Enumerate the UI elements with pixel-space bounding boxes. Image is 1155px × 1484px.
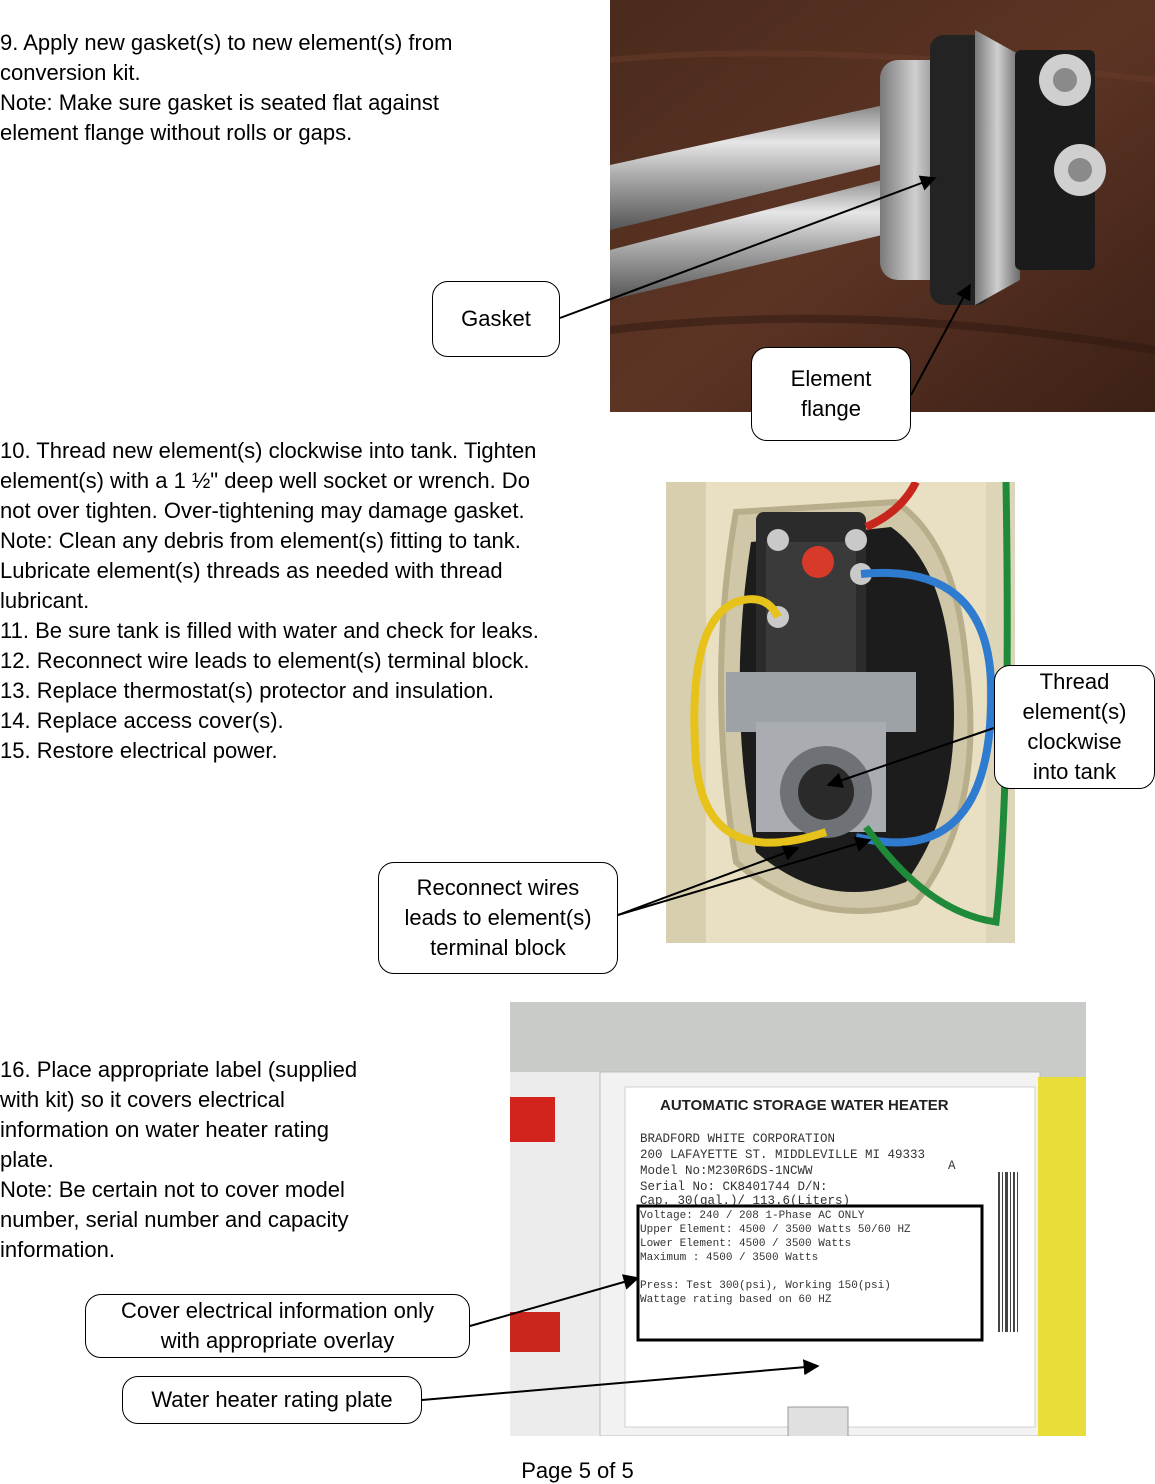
step-9-note: Note: Make sure gasket is seated flat against — [0, 90, 440, 115]
rating-plate-model-suffix: A — [948, 1159, 956, 1173]
step-16-line: 16. Place appropriate label (supplied — [0, 1057, 358, 1082]
step-16-note: information. — [0, 1237, 115, 1262]
step-10-text — [0, 436, 539, 766]
callout-line: Thread — [1039, 669, 1110, 694]
thread-element-callout — [994, 665, 1155, 789]
step-16-line: plate. — [0, 1147, 54, 1172]
rating-plate-lower: Lower Element: 4500 / 3500 Watts — [640, 1238, 852, 1250]
rating-plate-serial: Serial No: CK8401744 D/N: — [640, 1180, 828, 1194]
step-10-line: 10. Thread new element(s) clockwise into tank. Tighten — [0, 438, 537, 463]
page-number: Page 5 of 5 — [521, 1458, 634, 1483]
callout-line: Water heater rating plate — [151, 1387, 393, 1412]
rating-plate-upper: Upper Element: 4500 / 3500 Watts 50/60 HZ — [640, 1224, 911, 1236]
step-15-text: 15. Restore electrical power. — [0, 738, 278, 763]
step-9-line: conversion kit. — [0, 60, 141, 85]
callout-line: flange — [801, 396, 861, 421]
step-16-text — [0, 1055, 357, 1265]
rating-plate-photo — [510, 1002, 1086, 1436]
step-9-note: element flange without rolls or gaps. — [0, 120, 353, 145]
step-10-note: Note: Clean any debris from element(s) fitting to tank. — [0, 528, 521, 553]
step-10-note: lubricant. — [0, 588, 90, 613]
step-9-text — [0, 28, 452, 148]
rating-plate-callout — [122, 1376, 422, 1424]
step-10-line: element(s) with a 1 ½" deep well socket or wrench. Do — [0, 468, 530, 493]
step-10-note: Lubricate element(s) threads as needed with thread — [0, 558, 503, 583]
step-13-text: 13. Replace thermostat(s) protector and insulation. — [0, 678, 495, 703]
thermostat-wiring-photo — [666, 482, 1015, 943]
step-9-line: 9. Apply new gasket(s) to new element(s) from — [0, 30, 453, 55]
rating-plate-title: AUTOMATIC STORAGE WATER HEATER — [660, 1097, 949, 1114]
callout-line: into tank — [1032, 759, 1117, 784]
rating-plate-model: Model No:M230R6DS-1NCWW — [640, 1164, 813, 1178]
callout-line: Element — [790, 366, 872, 391]
callout-line: with appropriate overlay — [160, 1328, 395, 1353]
step-12-text: 12. Reconnect wire leads to element(s) terminal block. — [0, 648, 530, 673]
callout-line: Cover electrical information only — [120, 1298, 435, 1323]
rating-plate-press: Press: Test 300(psi), Working 150(psi) — [640, 1280, 891, 1292]
step-16-note: number, serial number and capacity — [0, 1207, 349, 1232]
cover-electrical-callout — [85, 1294, 470, 1358]
callout-line: element(s) — [1022, 699, 1127, 724]
callout-line: clockwise — [1027, 729, 1122, 754]
step-14-text: 14. Replace access cover(s). — [0, 708, 284, 733]
rating-plate-address: 200 LAFAYETTE ST. MIDDLEVILLE MI 49333 — [640, 1148, 926, 1162]
step-10-line: not over tighten. Over-tightening may damage gasket. — [0, 498, 525, 523]
rating-plate-wattage: Wattage rating based on 60 HZ — [640, 1294, 832, 1306]
gasket-callout — [432, 281, 560, 357]
callout-line: leads to element(s) — [404, 905, 592, 930]
step-16-line: with kit) so it covers electrical — [0, 1087, 285, 1112]
rating-plate-company: BRADFORD WHITE CORPORATION — [640, 1132, 836, 1146]
rating-plate-maximum: Maximum : 4500 / 3500 Watts — [640, 1252, 819, 1264]
rating-plate-voltage: Voltage: 240 / 208 1-Phase AC ONLY — [640, 1210, 865, 1222]
element-flange-callout — [751, 347, 911, 441]
rating-plate-capacity: Cap. 30(gal.)/ 113.6(Liters) — [640, 1194, 851, 1208]
reconnect-wires-callout — [378, 862, 618, 974]
step-16-line: information on water heater rating — [0, 1117, 329, 1142]
step-11-text: 11. Be sure tank is filled with water and check for leaks. — [0, 618, 539, 643]
step-16-note: Note: Be certain not to cover model — [0, 1177, 345, 1202]
callout-line: terminal block — [430, 935, 566, 960]
callout-line: Reconnect wires — [416, 875, 580, 900]
gasket-callout-label: Gasket — [461, 306, 531, 331]
